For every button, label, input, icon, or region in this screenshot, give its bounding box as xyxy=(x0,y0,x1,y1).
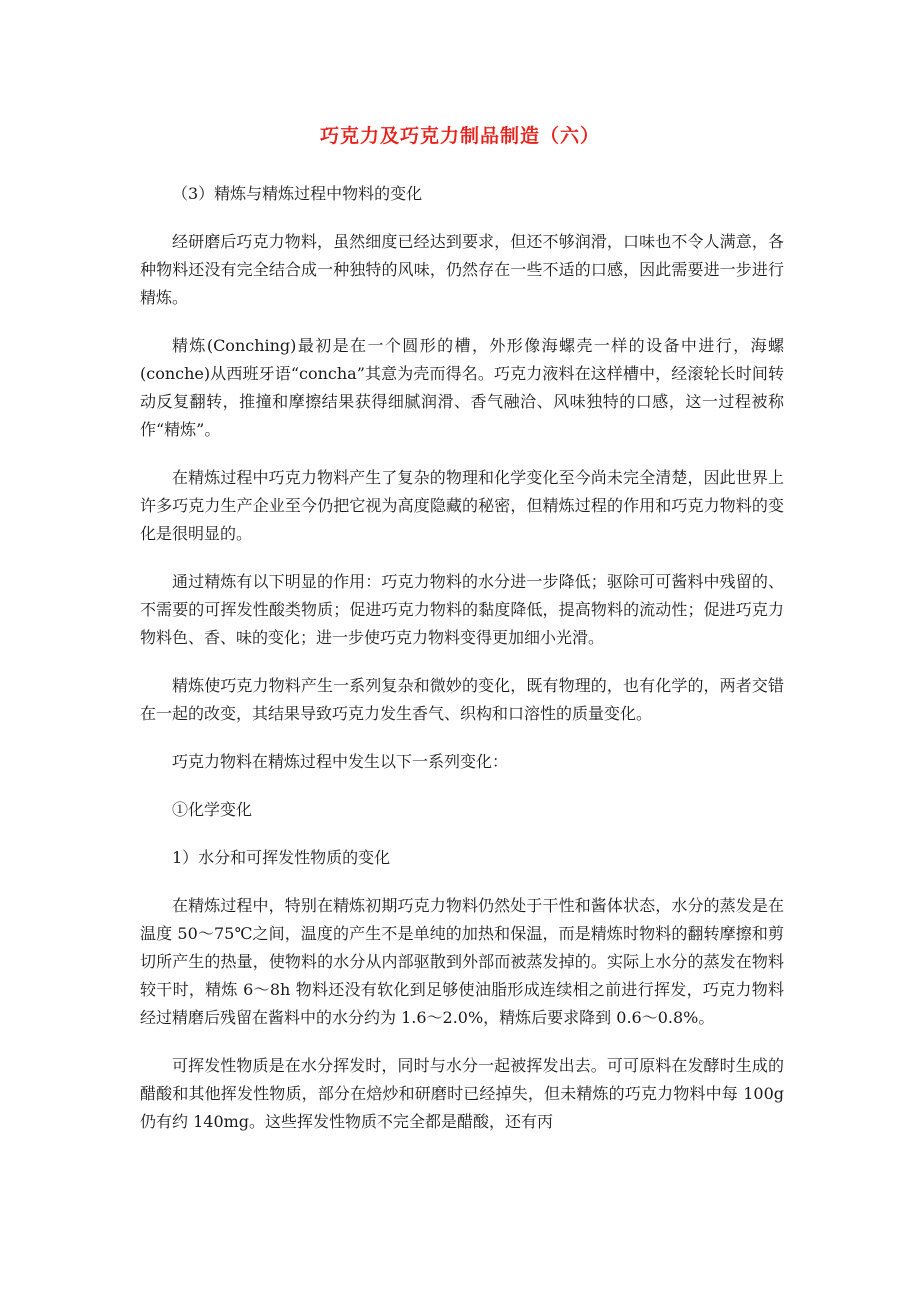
paragraph: 精炼(Conching)最初是在一个圆形的槽，外形像海螺壳一样的设备中进行，海螺(conche)从西班牙语“concha”其意为壳而得名。巧克力液料在这样槽中，经滚轮长时间转动反复翻转，推撞和摩擦结果获得细腻润滑、香气融洽、风味独特的口感，这一过程被称作“精炼”。 xyxy=(140,336,784,439)
section-heading: （3）精炼与精炼过程中物料的变化 xyxy=(172,184,423,203)
paragraph: 可挥发性物质是在水分挥发时，同时与水分一起被挥发出去。可可原料在发酵时生成的醋酸和其他挥发性物质，部分在焙炒和研磨时已经掉失，但未精炼的巧克力物料中每 100g 仍有约 140mg。这些挥发性物质不完全都是醋酸，还有丙 xyxy=(140,1056,784,1131)
subsection-heading: 1）水分和可挥发性物质的变化 xyxy=(172,848,391,867)
subsection-heading: ①化学变化 xyxy=(172,800,253,819)
paragraph: 巧克力物料在精炼过程中发生以下一系列变化： xyxy=(172,752,509,771)
paragraph: 通过精炼有以下明显的作用：巧克力物料的水分进一步降低；驱除可可酱料中残留的、不需要的可挥发性酸类物质；促进巧克力物料的黏度降低，提高物料的流动性；促进巧克力物料色、香、味的变化；进一步使巧克力物料变得更加细小光滑。 xyxy=(140,572,784,647)
document-title: 巧克力及巧克力制品制造（六） xyxy=(319,125,600,147)
paragraph: 在精炼过程中巧克力物料产生了复杂的物理和化学变化至今尚未完全清楚，因此世界上许多巧克力生产企业至今仍把它视为高度隐藏的秘密，但精炼过程的作用和巧克力物料的变化是很明显的。 xyxy=(140,468,784,543)
paragraph: 在精炼过程中，特别在精炼初期巧克力物料仍然处于干性和酱体状态，水分的蒸发是在温度 50～75℃之间，温度的产生不是单纯的加热和保温，而是精炼时物料的翻转摩擦和剪切所产生的热量，使物料的水分从内部驱散到外部而被蒸发掉的。实际上水分的蒸发在物料较干时，精炼 6～8h 物料还没有软化到足够使油脂形成连续相之前进行挥发，巧克力物料经过精磨后残留在酱料中的水分约为 1.6～2.0%，精炼后要求降到 0.6～0.8%。 xyxy=(140,896,784,1027)
paragraph: 精炼使巧克力物料产生一系列复杂和微妙的变化，既有物理的，也有化学的，两者交错在一起的改变，其结果导致巧克力发生香气、织构和口溶性的质量变化。 xyxy=(140,676,784,723)
paragraph: 经研磨后巧克力物料，虽然细度已经达到要求，但还不够润滑，口味也不令人满意，各种物料还没有完全结合成一种独特的风味，仍然存在一些不适的口感，因此需要进一步进行精炼。 xyxy=(140,232,784,307)
document-body xyxy=(140,180,784,1156)
